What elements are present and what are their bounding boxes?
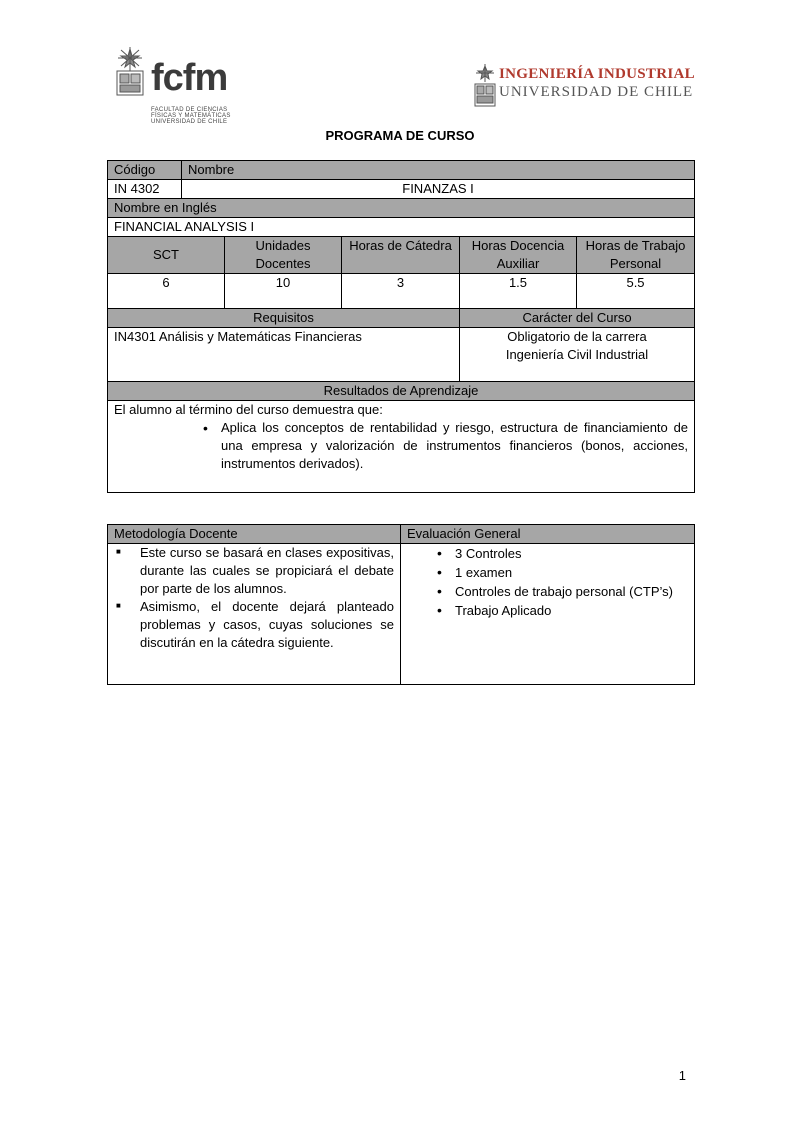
university-seal-icon xyxy=(113,47,147,99)
nombre-label: Nombre xyxy=(182,161,695,180)
resultados-intro: El alumno al término del curso demuestra que: xyxy=(114,402,383,417)
requisitos-label: Requisitos xyxy=(108,309,460,328)
ingenieria-industrial-logo xyxy=(473,64,695,112)
ud-label: Unidades Docentes xyxy=(225,237,342,274)
evaluacion-label: Evaluación General xyxy=(401,525,695,544)
evaluacion-item: • 3 Controles xyxy=(437,544,688,563)
caracter-label: Carácter del Curso xyxy=(460,309,695,328)
document-title: PROGRAMA DE CURSO xyxy=(325,128,475,143)
resultados-item: • Aplica los conceptos de rentabilidad y riesgo, estructura de financiamiento de una empresa y valorización de instrumentos financieros (bonos, acciones, instrumentos derivados). xyxy=(207,419,688,473)
course-info-table xyxy=(107,160,695,493)
requisitos-value: IN4301 Análisis y Matemáticas Financieras xyxy=(108,328,460,382)
codigo-label: Código xyxy=(108,161,182,180)
hda-value: 1.5 xyxy=(460,274,577,309)
fcfm-logo xyxy=(113,47,243,129)
codigo-value: IN 4302 xyxy=(108,180,182,199)
brand-line2: UNIVERSIDAD DE CHILE xyxy=(499,84,694,100)
metodologia-item: ■ Este curso se basará en clases expositivas, durante las cuales se propiciará el debate por parte de los alumnos. xyxy=(114,544,394,598)
evaluacion-item: • Trabajo Aplicado xyxy=(437,601,688,620)
university-seal-icon xyxy=(473,64,497,110)
evaluacion-body xyxy=(401,544,695,685)
evaluacion-item: • 1 examen xyxy=(437,563,688,582)
ud-value: 10 xyxy=(225,274,342,309)
caracter-line2: Ingeniería Civil Industrial xyxy=(505,347,649,362)
evaluacion-list xyxy=(407,544,688,620)
caracter-value xyxy=(460,328,695,382)
sct-value: 6 xyxy=(108,274,225,309)
page-number: 1 xyxy=(678,1068,686,1083)
sct-label: SCT xyxy=(108,237,225,274)
metodologia-list xyxy=(114,544,394,652)
fcfm-subtitle: FACULTAD DE CIENCIAS FÍSICAS Y MATEMÁTICAS UNIVERSIDAD DE CHILE xyxy=(151,107,231,125)
metodologia-body xyxy=(108,544,401,685)
caracter-line1: Obligatorio de la carrera xyxy=(507,329,647,344)
htp-value: 5.5 xyxy=(577,274,695,309)
hc-label: Horas de Cátedra xyxy=(342,237,460,274)
resultados-label: Resultados de Aprendizaje xyxy=(108,382,695,401)
hc-value: 3 xyxy=(342,274,460,309)
nombre-ingles-label: Nombre en Inglés xyxy=(108,199,695,218)
htp-label: Horas de Trabajo Personal xyxy=(577,237,695,274)
metodologia-label: Metodología Docente xyxy=(108,525,401,544)
evaluacion-item: • Controles de trabajo personal (CTP’s) xyxy=(437,582,688,601)
fcfm-wordmark: fcfm xyxy=(151,57,228,99)
nombre-value: FINANZAS I xyxy=(182,180,695,199)
metodologia-item: ■ Asimismo, el docente dejará planteado problemas y casos, cuyas soluciones se discutirán en la cátedra siguiente. xyxy=(114,598,394,652)
resultados-body xyxy=(108,401,695,493)
nombre-ingles-value: FINANCIAL ANALYSIS I xyxy=(108,218,695,237)
hda-label: Horas Docencia Auxiliar xyxy=(460,237,577,274)
methodology-table xyxy=(107,524,695,685)
brand-line1: INGENIERÍA INDUSTRIAL xyxy=(499,66,695,82)
resultados-list xyxy=(207,419,688,473)
